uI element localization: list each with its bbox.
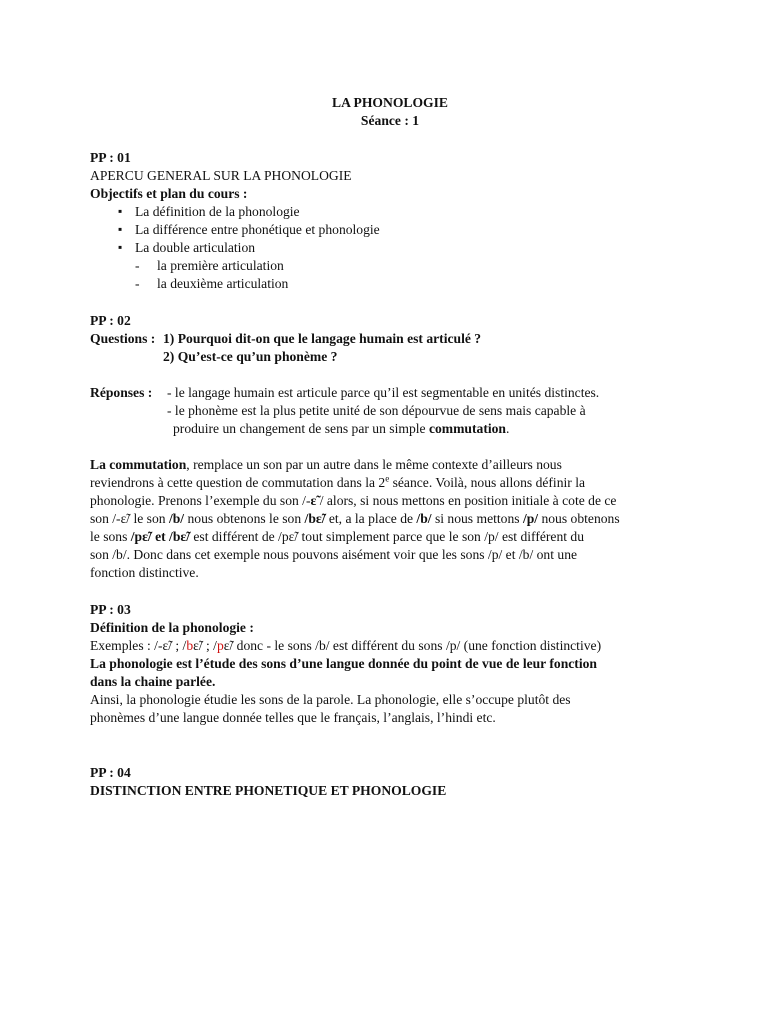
document-title: LA PHONOLOGIE <box>332 95 448 110</box>
definition-bold-2: dans la chaine parlée. <box>90 674 216 689</box>
commutation-term: commutation <box>428 421 506 436</box>
response-row-2 <box>90 402 690 420</box>
list-item: ▪ La définition de la phonologie <box>135 203 690 221</box>
question-row-1 <box>90 330 690 348</box>
list-item: - la deuxième articulation <box>157 275 690 293</box>
definition-bold-1: La phonologie est l’étude des sons d’une langue donnée du point de vue de leur fonction <box>90 656 597 671</box>
example-b-red: b <box>186 638 194 653</box>
list-item: - la première articulation <box>157 257 690 275</box>
phonology-paragraph-2: phonèmes d’une langue donnée telles que le français, l’anglais, l’hindi etc. <box>90 710 496 725</box>
pp02-label: PP : 02 <box>90 313 131 328</box>
pp03-label: PP : 03 <box>90 602 131 617</box>
questions-label: Questions : <box>90 331 156 346</box>
objectives-label: Objectifs et plan du cours : <box>90 186 248 201</box>
question-1: 1) Pourquoi dit-on que le langage humain est articulé ? <box>163 331 482 346</box>
list-item: ▪ La double articulation <box>135 239 690 257</box>
section-pp02 <box>90 312 690 582</box>
pp01-label: PP : 01 <box>90 150 131 165</box>
pp04-heading: DISTINCTION ENTRE PHONETIQUE ET PHONOLOGIE <box>90 783 447 798</box>
section-pp01 <box>90 149 690 293</box>
response-row-1 <box>90 384 690 402</box>
examples-line: Exemples : /-ɛ̃/ ; /bɛ̃/ ; /pɛ̃/ donc - le sons /b/ est différent du sons /p/ (une fonction distinctive) <box>90 638 602 653</box>
response-3: produire un changement de sens par un simple commutation. <box>173 421 510 436</box>
responses-label: Réponses : <box>90 385 153 400</box>
definition-label: Définition de la phonologie : <box>90 620 254 635</box>
list-item: ▪ La différence entre phonétique et phonologie <box>135 221 690 239</box>
pp04-label: PP : 04 <box>90 765 131 780</box>
section-pp03 <box>90 601 690 727</box>
commutation-paragraph: La commutation, remplace un son par un autre dans le même contexte d’ailleurs nous reviendrons à cette question de commutation dans la 2e séance. Voilà, nous allons définir la phonologie. Prenons l’exemple du son /-ɛ̃ / alors, si nous mettons en position initiale à cote de ce son /-ɛ̃/ le son /b/ nous obtenons le son /bɛ̃/ et, a la place de /b/ si nous mettons /p/ nous obtenons le sons /pɛ̃/ et /bɛ̃/ est différent de /pɛ̃/ tout simplement parce que le son /p/ est différent du son /b/. Donc dans cet exemple nous pouvons aisément voir que les sons /p/ et /b/ ont une fonction distinctive. <box>90 457 620 580</box>
response-2: - le phonème est la plus petite unité de son dépourvue de sens mais capable à <box>167 403 586 418</box>
seance-label: Séance : 1 <box>360 113 420 128</box>
example-p-red: p <box>216 638 224 653</box>
phonology-paragraph-1: Ainsi, la phonologie étudie les sons de la parole. La phonologie, elle s’occupe plutôt des <box>90 692 571 707</box>
response-1: - le langage humain est articule parce qu’il est segmentable en unités distinctes. <box>167 385 600 400</box>
objectives-list <box>90 203 690 257</box>
response-row-3 <box>90 420 690 438</box>
articulation-sublist <box>90 257 690 293</box>
section-pp04 <box>90 764 690 800</box>
pp01-heading: APERCU GENERAL SUR LA PHONOLOGIE <box>90 168 352 183</box>
question-2: 2) Qu’est-ce qu’un phonème ? <box>163 349 338 364</box>
question-row-2 <box>90 348 690 366</box>
document-page <box>90 94 690 800</box>
